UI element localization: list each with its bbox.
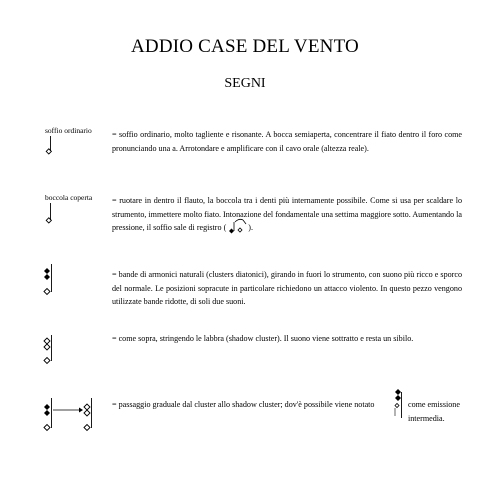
page-title: ADDIO CASE DEL VENTO: [131, 36, 359, 57]
cluster-note-glyph: [42, 262, 56, 298]
cluster-transition-glyph: [42, 396, 96, 436]
section-subtitle: SEGNI: [224, 76, 266, 91]
sign-description-transition: = passaggio graduale dal cluster allo shadow cluster; dov'è possibile viene notato: [112, 400, 375, 409]
description-text-end: ).: [248, 223, 253, 232]
description-text: = ruotare in dentro il flauto, la boccola tra i denti più internamente possibile. Come si usa per scaldare lo strumento, immettere molto fiato. Intonazione del fondamentale una settima maggiore sotto. Aumentando la pressione, il soffio sale di registro (: [112, 196, 462, 232]
sign-description-soffio-ordinario: = soffio ordinario, molto tagliente e risonante. A bocca semiaperta, concentrare il fiato dentro il foro come pronunciando una a. Arrotondare e amplificare con il cavo orale (altezza reale).: [112, 130, 462, 153]
sign-label-boccola-coperta: boccola coperta: [45, 193, 93, 202]
sign-description-transition-end: come emissione intermedia.: [408, 400, 460, 423]
sign-description-shadow-cluster: = come sopra, stringendo le labbra (shadow cluster). Il suono viene sottratto e resta un sibilo.: [112, 334, 414, 343]
intermediate-emission-glyph: [393, 388, 405, 422]
register-rise-icon: [226, 223, 248, 233]
sign-description-cluster: = bande di armonici naturali (clusters diatonici), girando in fuori lo strumento, con suono più ricco e sporco del normale. Le posizioni sopracute in particolare richiedono un attacco violento. In questo pezzo vengono utilizzate bande ridotte, di soli due suoni.: [112, 270, 462, 306]
sign-label-soffio-ordinario: soffio ordinario: [45, 126, 92, 135]
sign-description-boccola-coperta: [112, 194, 462, 235]
shadow-cluster-note-glyph: [42, 333, 56, 367]
covered-mouthpiece-note-glyph: [44, 202, 56, 226]
breath-note-glyph: [44, 135, 56, 157]
